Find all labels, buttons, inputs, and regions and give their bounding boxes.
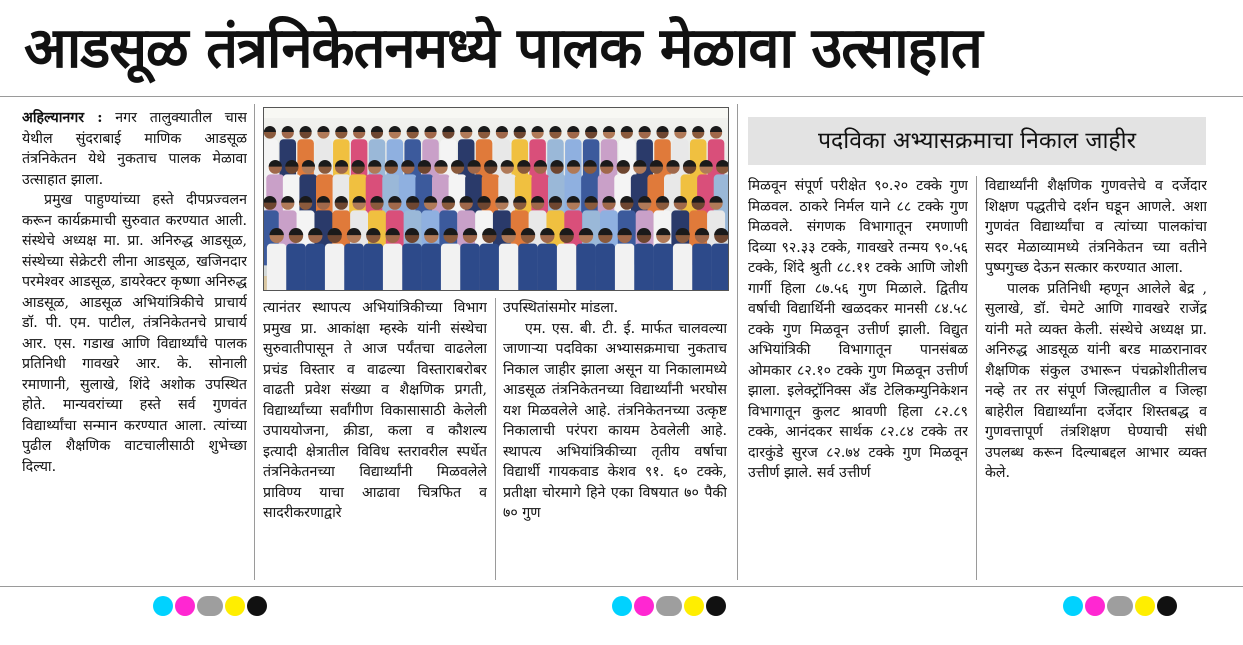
headline: आडसूळ तंत्रनिकेतनमध्ये पालक मेळावा उत्साहात [24, 16, 982, 81]
cyan-dot-icon [612, 596, 632, 616]
group-photo-image [264, 108, 728, 290]
gray-dot-icon [656, 596, 682, 616]
column-rule [495, 298, 496, 580]
person-body [538, 244, 558, 290]
article-column-4 [748, 176, 968, 580]
magenta-dot-icon [1085, 596, 1105, 616]
black-dot-icon [706, 596, 726, 616]
person-body [325, 244, 345, 290]
registration-marks-right [1063, 596, 1177, 616]
article-column-2 [263, 298, 487, 582]
person-body [286, 244, 306, 290]
gray-dot-icon [197, 596, 223, 616]
group-photo [263, 107, 729, 291]
person-body [460, 244, 480, 290]
person-body [673, 244, 693, 290]
person-body [364, 244, 384, 290]
article-column-3 [503, 298, 727, 582]
black-dot-icon [247, 596, 267, 616]
person-body [267, 244, 287, 290]
cyan-dot-icon [153, 596, 173, 616]
magenta-dot-icon [634, 596, 654, 616]
person-body [441, 244, 461, 290]
person-body [480, 244, 500, 290]
paragraph: विद्यार्थ्यांनी शैक्षणिक गुणवत्तेचे व दर्जेदार शिक्षण पद्धतीचे दर्शन घडून आणले. अशा गुणवंत विद्यार्थ्यांचा व त्यांच्या पालकांचा सदर मेळाव्यामध्ये तंत्रनिकेतन च्या वतीने पुष्पगुच्छ देऊन सत्कार करण्यात आला. [985, 178, 1207, 276]
paragraph: पालक प्रतिनिधी म्हणून आलेले बेद्र , सुलाखे, डॉ. चेमटे आणि गावखरे राजेंद्र यांनी मते व्यक्त केली. संस्थेचे अध्यक्ष प्रा. अनिरुद्ध आडसूळ यांनी बरड माळरानावर शैक्षणिक संकुल उभारून पंचक्रोशीतीलच नव्हे तर तर संपूर्ण जिल्ह्यातील व जिल्हा बाहेरील विद्यार्थ्यांना दर्जेदार शिस्तबद्ध व गुणवत्तापूर्ण तंत्रशिक्षण घेण्याची संधी उपलब्ध करून दिल्याबद्दल आभार व्यक्त केले. [985, 280, 1207, 481]
person-body [306, 244, 326, 290]
subheading: पदविका अभ्यासक्रमाचा निकाल जाहीर [748, 117, 1206, 165]
person-body [615, 244, 635, 290]
person-body [576, 244, 596, 290]
top-rule [0, 96, 1243, 97]
person-body [557, 244, 577, 290]
column-rule [976, 176, 977, 580]
registration-marks-center [612, 596, 726, 616]
magenta-dot-icon [175, 596, 195, 616]
person-body [596, 244, 616, 290]
person-body [518, 244, 538, 290]
registration-marks-left [153, 596, 267, 616]
paragraph: एम. एस. बी. टी. ई. मार्फत चालवल्या जाणाऱ्या पदविका अभ्यासक्रमाचा नुकताच निकाल जाहीर झाला असून या निकालामध्ये आडसूळ तंत्रनिकेतनच्या विद्यार्थ्यांनी भरघोस यश मिळवलेले आहे. तंत्रनिकेतनच्या उत्कृष्ट निकालाची परंपरा कायम ठेवलेली आहे. स्थापत्य अभियांत्रिकीच्या तृतीय वर्षाचा विद्यार्थी गायकवाड केशव ९१. ६० टक्के, प्रतीक्षा चोरमागे हिने एका विषयात ७० पैकी ७० गुण [503, 320, 727, 521]
person-body [692, 244, 712, 290]
person-body [422, 244, 442, 290]
person-body [383, 244, 403, 290]
person-body [344, 244, 364, 290]
person-body [499, 244, 519, 290]
bottom-rule [0, 586, 1243, 587]
yellow-dot-icon [684, 596, 704, 616]
article-column-5 [985, 176, 1207, 580]
person-body [654, 244, 674, 290]
paragraph: त्यानंतर स्थापत्य अभियांत्रिकीच्या विभाग प्रमुख प्रा. आकांक्षा म्हस्के यांनी संस्थेचा सुरुवातीपासून ते आज पर्यंतचा वाढलेला प्रचंड विस्तार व वाढल्या विस्ताराबरोबर वाढती प्रवेश संख्या व शैक्षणिक प्रगती, विद्यार्थ्यांच्या सर्वांगीण विकासासाठी केलेली उपाययोजना, क्रीडा, कला व कौशल्य इत्यादी क्षेत्रातील विविध स्तरावरील स्पर्धेत तंत्रनिकेतनच्या विद्यार्थ्यांनी मिळवलेले प्राविण्य याचा आढावा चित्रफित व सादरीकरणाद्वारे [263, 300, 487, 521]
person-body [402, 244, 422, 290]
yellow-dot-icon [1135, 596, 1155, 616]
cyan-dot-icon [1063, 596, 1083, 616]
person-body [712, 244, 728, 290]
column-rule [254, 104, 255, 580]
dateline: अहिल्यानगर : [22, 110, 103, 126]
paragraph: उपस्थितांसमोर मांडला. [503, 300, 619, 316]
yellow-dot-icon [225, 596, 245, 616]
article-column-1 [22, 108, 247, 578]
person-body [634, 244, 654, 290]
paragraph: मिळवून संपूर्ण परीक्षेत ९०.२० टक्के गुण मिळवल. ठाकरे निर्मल याने ८८ टक्के गुण मिळवले. संगणक विभागातून रमणाणी दिव्या ९२.३३ टक्के, गावखरे तन्मय ९०.५६ टक्के, शिंदे श्रुती ८८.११ टक्के आणि जोशी गार्गी हिला ८७.५६ गुण मिळाले. द्वितीय वर्षाची विद्यार्थिनी खळदकर मानसी ८४.५८ टक्के गुण मिळवून उत्तीर्ण झाली. विद्युत अभियांत्रिकी विभागातून पानसंबळ ओमकार ८२.१० टक्के गुण मिळवून उत्तीर्ण झाला. इलेक्ट्रॉनिक्स अँड टेलिकम्युनिकेशन विभागातून कुलट श्रावणी हिला ८२.८९ टक्के, आनंदकर सार्थक ८२.८४ टक्के तर दारकुंडे सुरज ८२.७४ टक्के गुण मिळवून उत्तीर्ण झाले. सर्व उत्तीर्ण [748, 178, 968, 481]
black-dot-icon [1157, 596, 1177, 616]
paragraph: प्रमुख पाहुण्यांच्या हस्ते दीपप्रज्वलन करून कार्यक्रमाची सुरुवात करण्यात आली. संस्थेचे अध्यक्ष मा. प्रा. अनिरुद्ध आडसूळ, संस्थेच्या सेक्रेटरी लीना आडसूळ, खजिनदार परमेश्वर आडसूळ, डायरेक्टर कृष्णा अनिरुद्ध आडसूळ, आडसूळ अभियांत्रिकीचे प्राचार्य डॉ. पी. एम. पाटील, तंत्रनिकेतनचे प्राचार्य आर. एस. गडाख आणि विद्यार्थ्यांचे पालक प्रतिनिधी गावखरे आर. के. सोनाली रमाणानी, सुलाखे, शिंदे अशोक उपस्थित होते. मान्यवरांच्या हस्ते सर्व गुणवंत विद्यार्थ्यांचा सन्मान करण्यात आला. त्यांच्या पुढील शैक्षणिक वाटचालीसाठी शुभेच्छा दिल्या. [22, 192, 247, 475]
lead-paragraph [22, 108, 247, 190]
column-rule [737, 104, 738, 580]
lead-text: नगर तालुक्यातील चास येथील सुंदराबाई माणिक आडसूळ तंत्रनिकेतन येथे नुकताच पालक मेळावा उत्साहात झाला. [22, 110, 247, 188]
gray-dot-icon [1107, 596, 1133, 616]
